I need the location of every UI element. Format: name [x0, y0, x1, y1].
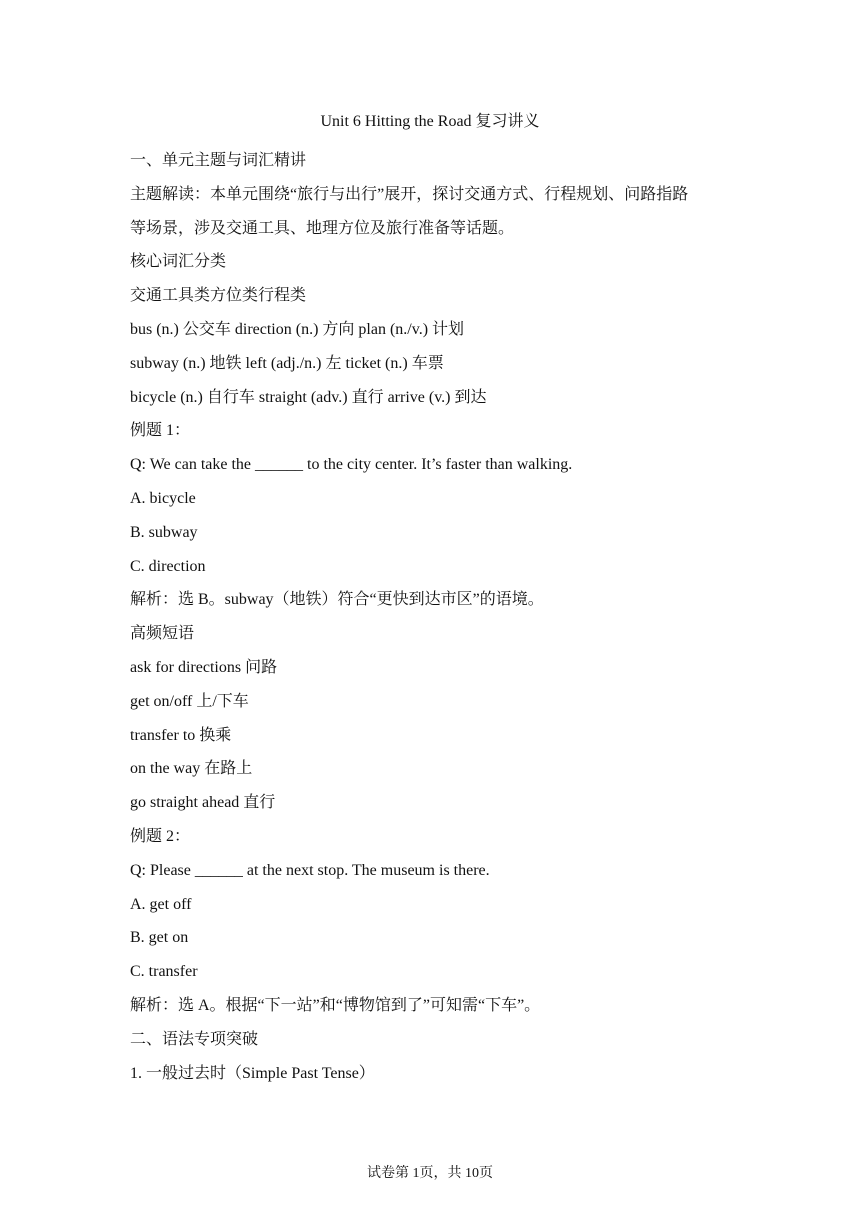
- example-1-label: 例题 1：: [130, 422, 191, 440]
- section-heading-vocabulary: 一、单元主题与词汇精讲: [130, 152, 307, 169]
- example-2-label: 例题 2：: [130, 827, 191, 845]
- example-2-option: C. transfer: [130, 963, 198, 981]
- vocabulary-row: bus (n.) 公交车 direction (n.) 方向 plan (n./v.) 计划: [130, 320, 465, 338]
- example-1-option: C. direction: [130, 557, 206, 575]
- example-1-question: Q: We can take the ______ to the city center. It’s faster than walking.: [130, 456, 573, 474]
- example-2-option: A. get off: [130, 895, 192, 913]
- phrase-item: get on/off 上/下车: [130, 692, 249, 710]
- document-title: Unit 6 Hitting the Road 复习讲义: [320, 113, 540, 130]
- core-vocabulary-heading: 核心词汇分类: [130, 253, 227, 271]
- example-1-explanation: 解析：选 B。subway（地铁）符合“更快到达市区”的语境。: [130, 591, 544, 609]
- theme-intro-line-2: 等场景，涉及交通工具、地理方位及旅行准备等话题。: [130, 219, 515, 237]
- section-heading-grammar: 二、语法专项突破: [130, 1030, 259, 1048]
- phrase-item: go straight ahead 直行: [130, 794, 276, 812]
- example-2-question: Q: Please ______ at the next stop. The museum is there.: [130, 861, 490, 879]
- example-2-explanation: 解析：选 A。根据“下一站”和“博物馆到了”可知需“下车”。: [130, 996, 541, 1014]
- vocabulary-row: bicycle (n.) 自行车 straight (adv.) 直行 arrive (v.) 到达: [130, 388, 487, 406]
- phrase-item: ask for directions 问路: [130, 658, 278, 676]
- phrases-heading: 高频短语: [130, 625, 195, 643]
- example-1-option: B. subway: [130, 523, 198, 541]
- example-1-option: A. bicycle: [130, 489, 196, 507]
- page-footer: 试卷第 1页，共 10页: [367, 1166, 493, 1181]
- document-body: [130, 144, 740, 1090]
- vocabulary-row: subway (n.) 地铁 left (adj./n.) 左 ticket (n.) 车票: [130, 354, 444, 372]
- example-2-option: B. get on: [130, 929, 189, 947]
- phrase-item: transfer to 换乘: [130, 726, 232, 744]
- vocabulary-category-header: 交通工具类方位类行程类: [130, 287, 307, 305]
- grammar-topic-1: 1. 一般过去时（Simple Past Tense）: [130, 1064, 375, 1082]
- theme-intro-line-1: 主题解读：本单元围绕“旅行与出行”展开，探讨交通方式、行程规划、问路指路: [130, 185, 689, 203]
- phrase-item: on the way 在路上: [130, 760, 253, 778]
